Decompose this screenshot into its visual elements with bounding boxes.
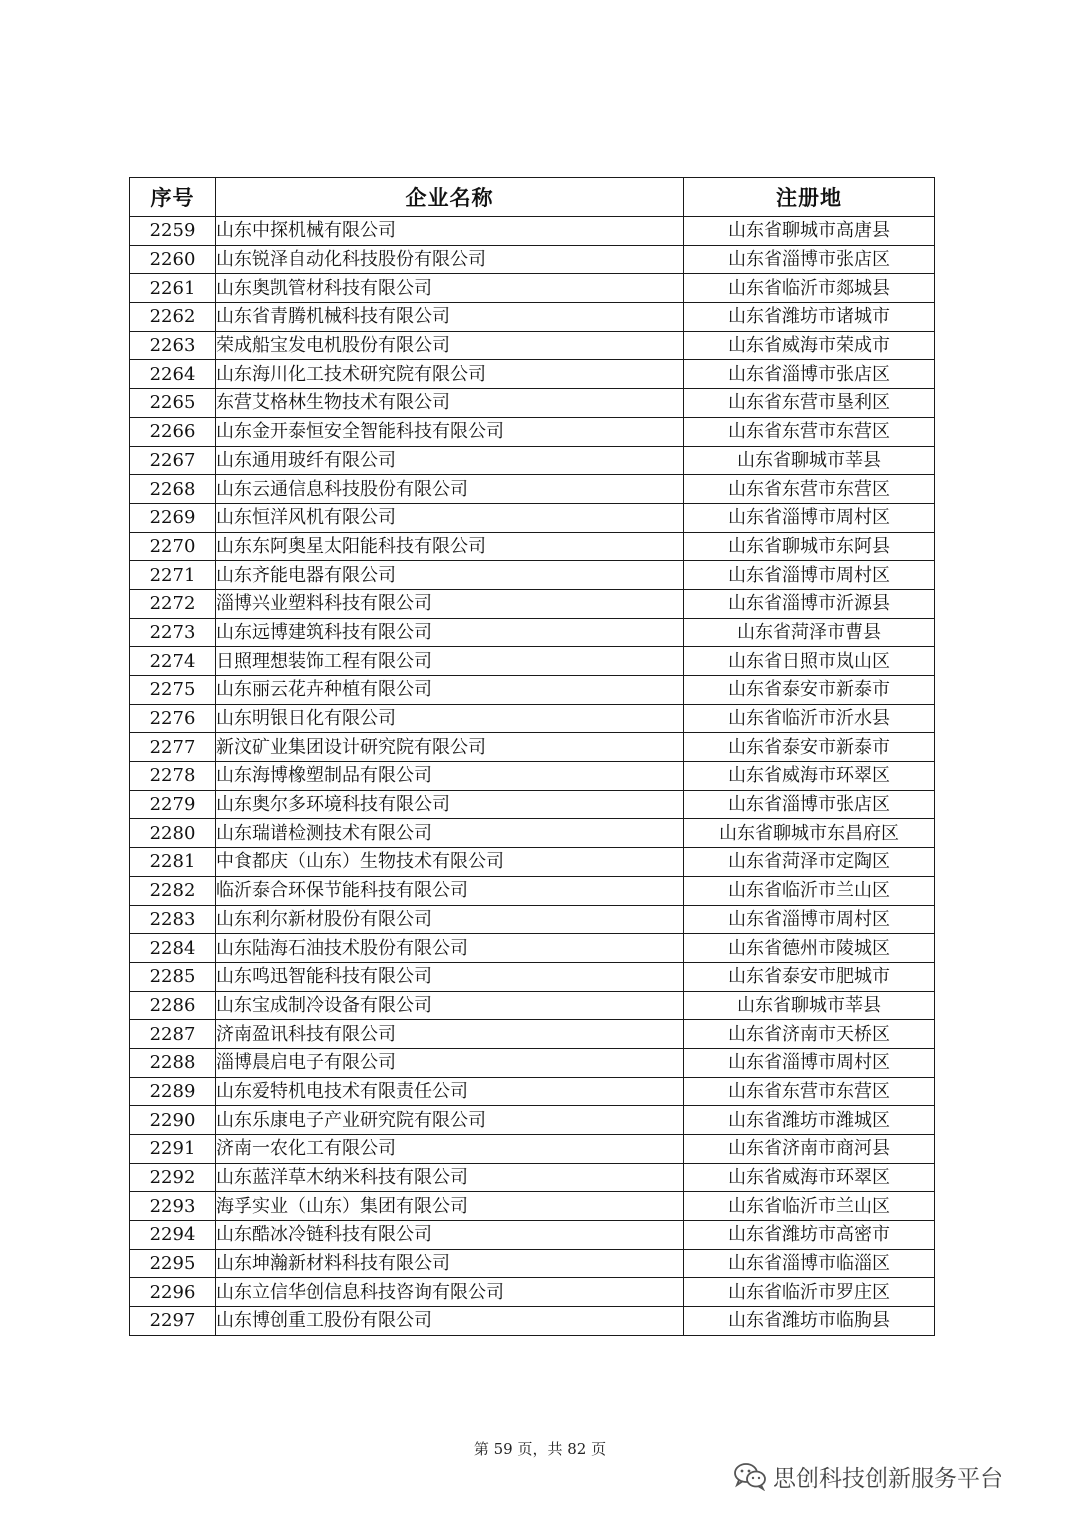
registered-location-cell: 山东省临沂市郯城县 [684, 274, 935, 303]
serial-number-cell: 2265 [130, 389, 216, 418]
enterprise-name-cell: 山东博创重工股份有限公司 [216, 1307, 684, 1336]
registered-location-cell: 山东省东营市东营区 [684, 417, 935, 446]
serial-number-cell: 2271 [130, 561, 216, 590]
table-row [130, 876, 935, 905]
table-row [130, 1048, 935, 1077]
serial-number-cell: 2290 [130, 1106, 216, 1135]
serial-number-cell: 2296 [130, 1278, 216, 1307]
registered-location-cell: 山东省淄博市周村区 [684, 561, 935, 590]
table-row [130, 1077, 935, 1106]
serial-number-cell: 2270 [130, 532, 216, 561]
table-row [130, 762, 935, 791]
registered-location-cell: 山东省淄博市张店区 [684, 790, 935, 819]
table-row [130, 417, 935, 446]
serial-number-cell: 2285 [130, 962, 216, 991]
serial-number-cell: 2280 [130, 819, 216, 848]
registered-location-cell: 山东省潍坊市高密市 [684, 1221, 935, 1250]
table-row [130, 1163, 935, 1192]
table-row [130, 446, 935, 475]
serial-number-cell: 2278 [130, 762, 216, 791]
table-row [130, 589, 935, 618]
enterprise-name-cell: 淄博兴业塑料科技有限公司 [216, 589, 684, 618]
serial-number-cell: 2274 [130, 647, 216, 676]
page-number: 第 59 页，共 82 页 [473, 1440, 607, 1458]
registered-location-cell: 山东省济南市天桥区 [684, 1020, 935, 1049]
registered-location-cell: 山东省淄博市周村区 [684, 905, 935, 934]
enterprise-name-cell: 淄博晨启电子有限公司 [216, 1048, 684, 1077]
header-serial-number: 序号 [130, 178, 216, 217]
table-row [130, 532, 935, 561]
table-row [130, 733, 935, 762]
table-row [130, 331, 935, 360]
serial-number-cell: 2288 [130, 1048, 216, 1077]
enterprise-name-cell: 山东明银日化有限公司 [216, 704, 684, 733]
watermark [733, 1458, 1003, 1494]
serial-number-cell: 2286 [130, 991, 216, 1020]
wechat-icon [733, 1461, 767, 1491]
header-row [130, 178, 935, 217]
registered-location-cell: 山东省东营市东营区 [684, 1077, 935, 1106]
table-row [130, 217, 935, 246]
registered-location-cell: 山东省泰安市新泰市 [684, 676, 935, 705]
table-row [130, 1278, 935, 1307]
table-row [130, 618, 935, 647]
registered-location-cell: 山东省聊城市东阿县 [684, 532, 935, 561]
enterprise-name-cell: 山东酷冰冷链科技有限公司 [216, 1221, 684, 1250]
enterprise-name-cell: 山东海川化工技术研究院有限公司 [216, 360, 684, 389]
serial-number-cell: 2283 [130, 905, 216, 934]
serial-number-cell: 2282 [130, 876, 216, 905]
serial-number-cell: 2275 [130, 676, 216, 705]
registered-location-cell: 山东省潍坊市潍城区 [684, 1106, 935, 1135]
registered-location-cell: 山东省淄博市张店区 [684, 360, 935, 389]
serial-number-cell: 2261 [130, 274, 216, 303]
registered-location-cell: 山东省威海市荣成市 [684, 331, 935, 360]
table-row [130, 1135, 935, 1164]
registered-location-cell: 山东省威海市环翠区 [684, 762, 935, 791]
table-row [130, 676, 935, 705]
enterprise-name-cell: 山东恒洋风机有限公司 [216, 503, 684, 532]
registered-location-cell: 山东省菏泽市定陶区 [684, 848, 935, 877]
registered-location-cell: 山东省临沂市兰山区 [684, 1192, 935, 1221]
serial-number-cell: 2262 [130, 303, 216, 332]
enterprise-name-cell: 山东利尔新材股份有限公司 [216, 905, 684, 934]
registered-location-cell: 山东省菏泽市曹县 [684, 618, 935, 647]
enterprise-name-cell: 山东立信华创信息科技咨询有限公司 [216, 1278, 684, 1307]
registered-location-cell: 山东省日照市岚山区 [684, 647, 935, 676]
table-row [130, 934, 935, 963]
serial-number-cell: 2294 [130, 1221, 216, 1250]
table-body [130, 217, 935, 1336]
enterprise-name-cell: 山东乐康电子产业研究院有限公司 [216, 1106, 684, 1135]
registered-location-cell: 山东省淄博市沂源县 [684, 589, 935, 618]
serial-number-cell: 2293 [130, 1192, 216, 1221]
table-header [130, 178, 935, 217]
table-row [130, 905, 935, 934]
enterprise-name-cell: 山东省青腾机械科技有限公司 [216, 303, 684, 332]
watermark-text: 思创科技创新服务平台 [773, 1465, 1003, 1492]
serial-number-cell: 2266 [130, 417, 216, 446]
enterprise-name-cell: 日照理想装饰工程有限公司 [216, 647, 684, 676]
serial-number-cell: 2260 [130, 245, 216, 274]
registered-location-cell: 山东省淄博市周村区 [684, 1048, 935, 1077]
table-row [130, 1221, 935, 1250]
serial-number-cell: 2268 [130, 475, 216, 504]
registered-location-cell: 山东省聊城市莘县 [684, 446, 935, 475]
registered-location-cell: 山东省聊城市东昌府区 [684, 819, 935, 848]
enterprise-name-cell: 山东中探机械有限公司 [216, 217, 684, 246]
serial-number-cell: 2292 [130, 1163, 216, 1192]
registered-location-cell: 山东省潍坊市临朐县 [684, 1307, 935, 1336]
serial-number-cell: 2267 [130, 446, 216, 475]
table-row [130, 848, 935, 877]
table-row [130, 245, 935, 274]
serial-number-cell: 2297 [130, 1307, 216, 1336]
table-row [130, 1307, 935, 1336]
serial-number-cell: 2263 [130, 331, 216, 360]
table-row [130, 274, 935, 303]
serial-number-cell: 2291 [130, 1135, 216, 1164]
table-row [130, 389, 935, 418]
registered-location-cell: 山东省聊城市莘县 [684, 991, 935, 1020]
registered-location-cell: 山东省济南市商河县 [684, 1135, 935, 1164]
table-row [130, 1249, 935, 1278]
table-row [130, 790, 935, 819]
table-row [130, 704, 935, 733]
table-row [130, 475, 935, 504]
enterprise-name-cell: 山东奥尔多环境科技有限公司 [216, 790, 684, 819]
enterprise-name-cell: 山东坤瀚新材料科技有限公司 [216, 1249, 684, 1278]
registered-location-cell: 山东省聊城市高唐县 [684, 217, 935, 246]
enterprise-name-cell: 山东瑞谱检测技术有限公司 [216, 819, 684, 848]
serial-number-cell: 2273 [130, 618, 216, 647]
table-row [130, 360, 935, 389]
serial-number-cell: 2281 [130, 848, 216, 877]
serial-number-cell: 2269 [130, 503, 216, 532]
enterprise-name-cell: 济南盈讯科技有限公司 [216, 1020, 684, 1049]
enterprise-name-cell: 海孚实业（山东）集团有限公司 [216, 1192, 684, 1221]
serial-number-cell: 2295 [130, 1249, 216, 1278]
table-row [130, 503, 935, 532]
serial-number-cell: 2272 [130, 589, 216, 618]
enterprise-name-cell: 济南一农化工有限公司 [216, 1135, 684, 1164]
serial-number-cell: 2264 [130, 360, 216, 389]
enterprise-name-cell: 山东通用玻纤有限公司 [216, 446, 684, 475]
enterprise-name-cell: 山东奥凯管材科技有限公司 [216, 274, 684, 303]
serial-number-cell: 2276 [130, 704, 216, 733]
enterprise-table [129, 177, 935, 1336]
registered-location-cell: 山东省东营市东营区 [684, 475, 935, 504]
table-row [130, 1192, 935, 1221]
serial-number-cell: 2279 [130, 790, 216, 819]
table-row [130, 1106, 935, 1135]
enterprise-name-cell: 荣成船宝发电机股份有限公司 [216, 331, 684, 360]
enterprise-name-cell: 山东蓝洋草木纳米科技有限公司 [216, 1163, 684, 1192]
registered-location-cell: 山东省泰安市新泰市 [684, 733, 935, 762]
registered-location-cell: 山东省德州市陵城区 [684, 934, 935, 963]
enterprise-name-cell: 山东爱特机电技术有限责任公司 [216, 1077, 684, 1106]
table-row [130, 991, 935, 1020]
table-row [130, 303, 935, 332]
enterprise-name-cell: 山东云通信息科技股份有限公司 [216, 475, 684, 504]
enterprise-name-cell: 山东金开泰恒安全智能科技有限公司 [216, 417, 684, 446]
registered-location-cell: 山东省临沂市沂水县 [684, 704, 935, 733]
enterprise-name-cell: 山东远博建筑科技有限公司 [216, 618, 684, 647]
enterprise-name-cell: 新汶矿业集团设计研究院有限公司 [216, 733, 684, 762]
header-enterprise-name: 企业名称 [216, 178, 684, 217]
enterprise-name-cell: 山东锐泽自动化科技股份有限公司 [216, 245, 684, 274]
registered-location-cell: 山东省潍坊市诸城市 [684, 303, 935, 332]
registered-location-cell: 山东省临沂市兰山区 [684, 876, 935, 905]
table-row [130, 819, 935, 848]
serial-number-cell: 2259 [130, 217, 216, 246]
serial-number-cell: 2284 [130, 934, 216, 963]
header-registered-location: 注册地 [684, 178, 935, 217]
enterprise-name-cell: 中食都庆（山东）生物技术有限公司 [216, 848, 684, 877]
registered-location-cell: 山东省淄博市张店区 [684, 245, 935, 274]
serial-number-cell: 2277 [130, 733, 216, 762]
enterprise-name-cell: 临沂泰合环保节能科技有限公司 [216, 876, 684, 905]
registered-location-cell: 山东省淄博市临淄区 [684, 1249, 935, 1278]
registered-location-cell: 山东省东营市垦利区 [684, 389, 935, 418]
enterprise-name-cell: 山东鸣迅智能科技有限公司 [216, 962, 684, 991]
enterprise-name-cell: 山东陆海石油技术股份有限公司 [216, 934, 684, 963]
table-row [130, 647, 935, 676]
registered-location-cell: 山东省临沂市罗庄区 [684, 1278, 935, 1307]
enterprise-name-cell: 山东宝成制冷设备有限公司 [216, 991, 684, 1020]
enterprise-name-cell: 山东丽云花卉种植有限公司 [216, 676, 684, 705]
serial-number-cell: 2289 [130, 1077, 216, 1106]
table-row [130, 962, 935, 991]
registered-location-cell: 山东省泰安市肥城市 [684, 962, 935, 991]
serial-number-cell: 2287 [130, 1020, 216, 1049]
enterprise-name-cell: 山东海博橡塑制品有限公司 [216, 762, 684, 791]
enterprise-name-cell: 山东齐能电器有限公司 [216, 561, 684, 590]
enterprise-name-cell: 东营艾格林生物技术有限公司 [216, 389, 684, 418]
table-row [130, 1020, 935, 1049]
registered-location-cell: 山东省淄博市周村区 [684, 503, 935, 532]
registered-location-cell: 山东省威海市环翠区 [684, 1163, 935, 1192]
table-row [130, 561, 935, 590]
enterprise-name-cell: 山东东阿奥星太阳能科技有限公司 [216, 532, 684, 561]
